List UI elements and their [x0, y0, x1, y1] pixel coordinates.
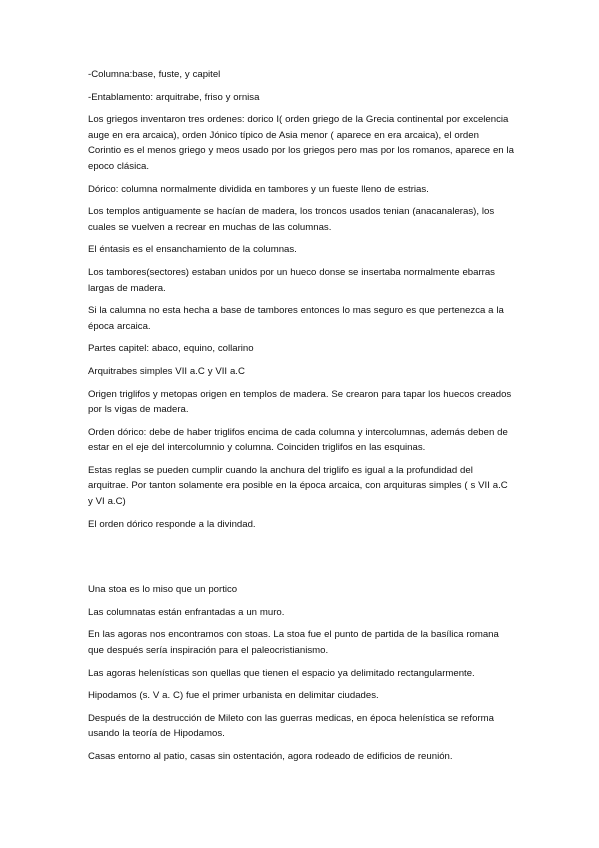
paragraph-dorico: Dórico: columna normalmente dividida en tambores y un fueste lleno de estrias.	[88, 183, 429, 195]
paragraph-entablamento: -Entablamento: arquitrabe, friso y ornisa	[88, 91, 260, 103]
paragraph-reglas: Estas reglas se pueden cumplir cuando la anchura del triglifo es igual a la profundidad del arquitrae. Por tanton solamente era posible en la época arcaica, con arquituras simples ( s VII a.C y VI a.C)	[88, 464, 508, 508]
section-spacer	[88, 539, 514, 582]
paragraph-agoras: En las agoras nos encontramos con stoas. La stoa fue el punto de partida de la basílica romana que después sería inspiración para el paleocristianismo.	[88, 629, 499, 657]
paragraph-entasis: El éntasis es el ensanchamiento de la columnas.	[88, 244, 297, 256]
paragraph-agoras-helenisticas: Las agoras helenísticas son quellas que tienen el espacio ya delimitado rectangularmente.	[88, 667, 475, 679]
paragraph-arquitrabes: Arquitrabes simples VII a.C y VII a.C	[88, 365, 245, 377]
paragraph-hipodamos: Hipodamos (s. V a. C) fue el primer urbanista en delimitar ciudades.	[88, 690, 379, 702]
paragraph-ordenes: Los griegos inventaron tres ordenes: dorico I( orden griego de la Grecia continental por excelencia auge en era arcaica), orden Jónico típico de Asia menor ( aparece en era arcaica), el orden Corintio es el menos griego y meos usado por los griegos pero mas por los romanos, aparece en la epoco clásica.	[88, 114, 514, 172]
paragraph-columnatas: Las columnatas están enfrantadas a un muro.	[88, 606, 285, 618]
paragraph-mileto: Después de la destrucción de Mileto con las guerras medicas, en época helenística se reforma usando la teoría de Hipodamos.	[88, 712, 494, 740]
paragraph-columna: -Columna:base, fuste, y capitel	[88, 69, 221, 80]
paragraph-templos: Los templos antiguamente se hacían de madera, los troncos usados tenian (anacanaleras), los cuales se vuelven a recrear en muchas de las columnas.	[88, 206, 495, 233]
paragraph-orden-dorico: Orden dórico: debe de haber triglifos encima de cada columna y intercolumnas, además deben de estar en el eje del intercolumnio y columna. Coinciden triglifos en las esquinas.	[88, 426, 508, 454]
paragraph-stoa: Una stoa es lo miso que un portico	[88, 584, 238, 596]
paragraph-tambores: Los tambores(sectores) estaban unidos por un hueco donse se insertaba normalmente ebarras largas de madera.	[88, 266, 495, 294]
paragraph-calumna: Si la calumna no esta hecha a base de tambores entonces lo mas seguro es que pertenezca a la época arcaica.	[88, 305, 504, 332]
document-body	[88, 67, 514, 772]
paragraph-triglifos-origen: Origen triglifos y metopas origen en templos de madera. Se crearon para tapar los huecos creados por ls vigas de madera.	[88, 388, 512, 416]
paragraph-divindad: El orden dórico responde a la divindad.	[88, 518, 256, 530]
paragraph-casas: Casas entorno al patio, casas sin ostentación, agora rodeado de edificios de reunión.	[88, 751, 453, 762]
paragraph-partes-capitel: Partes capitel: abaco, equino, collarino	[88, 343, 254, 355]
